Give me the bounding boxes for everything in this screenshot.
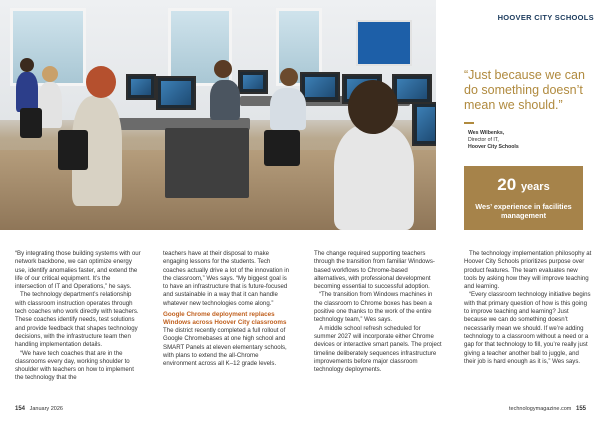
photo-student-head bbox=[280, 68, 298, 86]
page-number-right: 155 bbox=[575, 406, 586, 412]
footer-right bbox=[478, 406, 586, 412]
photo-student-head bbox=[348, 80, 398, 134]
body-column-1 bbox=[15, 250, 143, 383]
photo-monitor bbox=[156, 76, 196, 110]
body-paragraph: The district recently completed a full rollout of Google Chromebases at one high school and SMART Panels at eleven elementary schools, with plans to extend the all-Chrome environment across all K–12 grade levels. bbox=[163, 327, 287, 368]
body-column-3 bbox=[314, 250, 442, 374]
pull-quote: “Just because we can do something doesn’t mean we should.” bbox=[464, 68, 585, 112]
photo-monitor bbox=[126, 74, 156, 100]
body-paragraph: The technology department’s relationship with classroom instruction operates through tech coaches who work directly with teachers. These coaches identify needs, test solutions and provide feedback that shapes technology decisions, with the infrastructure team then handling implementation details. bbox=[15, 291, 139, 349]
stat-number: 20 bbox=[497, 175, 517, 194]
section-subhead: Google Chrome deployment replaces Windows across Hoover City classrooms bbox=[163, 311, 287, 327]
photo-student bbox=[210, 80, 240, 120]
photo-monitor bbox=[238, 70, 268, 94]
stat-box bbox=[464, 166, 583, 230]
photo-student-head bbox=[20, 58, 34, 72]
page-number-left: 154 bbox=[15, 406, 26, 412]
quote-rule bbox=[464, 122, 474, 124]
quote-organization: Hoover City Schools bbox=[468, 143, 519, 150]
stat-unit: years bbox=[520, 181, 550, 193]
body-paragraph: teachers have at their disposal to make engaging lessons for the students. Tech coaches actually drive a lot of the innovation in the classroom,” Wes says. “My biggest goal is to have an infrastructure that is future-focused and sustainable in a way that it can handle whatever new technologies come along.” bbox=[163, 250, 290, 307]
body-paragraph: “By integrating those building systems with our network backbone, we can optimize energy use, identify anomalies faster, and extend the life of our critical equipment. It’s the intersection of IT and Operations,” he says. bbox=[15, 250, 141, 291]
body-paragraph: “We have tech coaches that are in the classrooms every day, working shoulder to shoulder with teachers on how to implement the technology that the bbox=[15, 349, 134, 382]
quote-attribution bbox=[468, 130, 588, 150]
photo-desk-cabinet bbox=[165, 128, 249, 198]
photo-chair bbox=[58, 130, 88, 170]
photo-bulletin-board bbox=[356, 20, 412, 66]
section-title: HOOVER CITY SCHOOLS bbox=[497, 13, 594, 22]
footer-left bbox=[15, 406, 63, 412]
photo-student-head bbox=[214, 60, 232, 78]
photo-chair bbox=[264, 130, 300, 166]
photo-teacher-head bbox=[86, 66, 116, 98]
classroom-photo bbox=[0, 0, 436, 230]
body-paragraph: The change required supporting teachers through the transition from familiar Windows-based workflows to Chrome-based alternatives, with professional development becoming essential to successful adoption. bbox=[314, 250, 435, 291]
photo-student bbox=[16, 72, 38, 112]
body-column-4 bbox=[464, 250, 592, 366]
photo-chair bbox=[20, 108, 42, 138]
quote-speaker: Wes Wilbenks, bbox=[468, 130, 505, 136]
photo-monitor bbox=[392, 74, 432, 104]
stat-number-line bbox=[464, 175, 583, 195]
body-paragraph: “Every classroom technology initiative begins with that primary question of how is this going to improve teaching and learning? Just because we can do something doesn’t necessarily mean we should. If we’re adding technology to a classroom without a need or a gap for that technology to fill, you’re really just giving a teacher another ball to juggle, and their job is hard enough as it is,” Wes says. bbox=[464, 291, 591, 365]
body-paragraph: A middle school refresh scheduled for summer 2027 will incorporate either Chrome devices or interactive smart panels. The project timeline deliberately sequences infrastructure improvements before major classroom technology deployments. bbox=[314, 324, 442, 374]
body-paragraph: “The transition from Windows machines in the classroom to Chrome boxes has been a positive one thanks to the work of the entire technology team,” Wes says. bbox=[314, 291, 433, 324]
body-column-2 bbox=[163, 250, 291, 369]
quote-role: Director of IT, bbox=[468, 136, 499, 143]
photo-student-foreground bbox=[334, 124, 414, 230]
photo-student bbox=[270, 88, 306, 130]
issue-date: January 2026 bbox=[29, 406, 63, 412]
photo-monitor bbox=[300, 72, 340, 102]
stat-description: Wes’ experience in facilities management bbox=[475, 202, 572, 220]
site-url: technologymagazine.com bbox=[509, 406, 572, 412]
photo-monitor bbox=[412, 102, 436, 146]
photo-student-head bbox=[42, 66, 58, 82]
body-paragraph: The technology implementation philosophy at Hoover City Schools prioritizes purpose over product features. The team evaluates new tools by asking how they will improve teaching and learning. bbox=[464, 250, 592, 291]
